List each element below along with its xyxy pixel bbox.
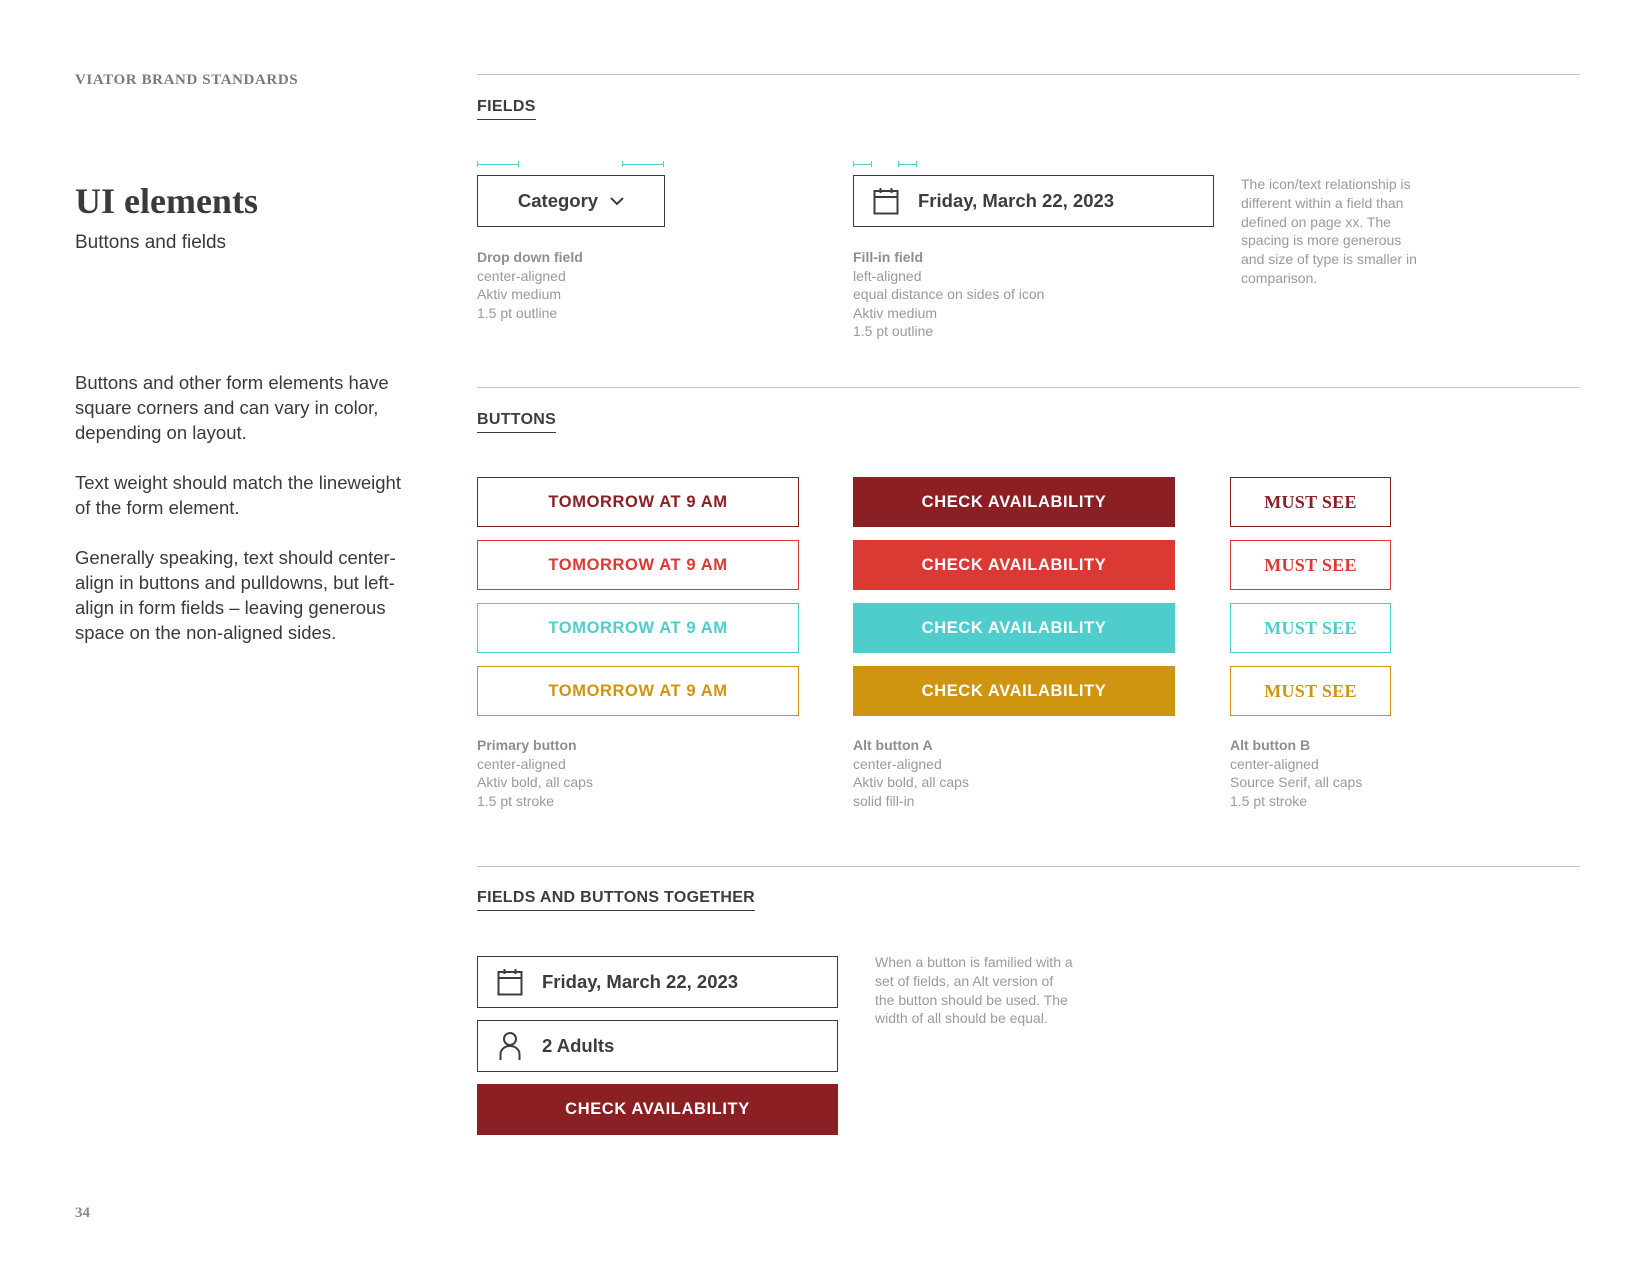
fill-in-caption: Fill-in field left-aligned equal distance on sides of icon Aktiv medium 1.5 pt outline: [853, 249, 1045, 340]
intro-paragraph-1: Buttons and other form elements have square corners and can vary in color, depending on layout.: [75, 372, 389, 443]
alt-a-button-caption: Alt button A center-aligned Aktiv bold, all caps solid fill-in: [853, 737, 969, 809]
chevron-down-icon: [610, 197, 624, 206]
date-fill-in-field[interactable]: [853, 175, 1214, 227]
calendar-icon: [497, 968, 523, 996]
person-icon: [499, 1031, 521, 1061]
alt-a-button-dark-red[interactable]: CHECK AVAILABILITY: [853, 477, 1175, 527]
buttons-heading: BUTTONS: [477, 411, 556, 433]
alt-a-button-red[interactable]: CHECK AVAILABILITY: [853, 540, 1175, 590]
page-subtitle: Buttons and fields: [75, 232, 227, 253]
dropdown-label: Category: [517, 190, 599, 211]
dropdown-caption: Drop down field center-aligned Aktiv medium 1.5 pt outline: [477, 249, 583, 321]
together-date-field[interactable]: [477, 956, 838, 1008]
spacing-marker: [477, 164, 519, 165]
intro-paragraph-2: Text weight should match the lineweight of the form element.: [75, 472, 401, 518]
primary-button-teal[interactable]: TOMORROW AT 9 AM: [477, 603, 799, 653]
alt-b-button-caption: Alt button B center-aligned Source Serif, all caps 1.5 pt stroke: [1230, 737, 1363, 809]
together-heading: FIELDS AND BUTTONS TOGETHER: [477, 889, 755, 911]
page-title: UI elements: [75, 181, 258, 221]
spacing-marker: [622, 164, 664, 165]
intro-paragraph-3: Generally speaking, text should center-align in buttons and pulldowns, but left-align in form fields – leaving generous space on the non-aligned sides.: [75, 547, 396, 643]
primary-button-dark-red[interactable]: TOMORROW AT 9 AM: [477, 477, 799, 527]
category-dropdown[interactable]: [477, 175, 665, 227]
alt-b-button-red[interactable]: MUST SEE: [1230, 540, 1391, 590]
spacing-marker: [898, 164, 917, 165]
together-check-availability-button[interactable]: CHECK AVAILABILITY: [477, 1084, 838, 1135]
calendar-icon: [873, 187, 899, 215]
section-divider-together: [477, 866, 1580, 867]
primary-button-red[interactable]: TOMORROW AT 9 AM: [477, 540, 799, 590]
spacing-marker: [853, 164, 872, 165]
alt-a-button-gold[interactable]: CHECK AVAILABILITY: [853, 666, 1175, 716]
alt-a-button-teal[interactable]: CHECK AVAILABILITY: [853, 603, 1175, 653]
fields-heading: FIELDS: [477, 98, 536, 120]
together-guests-field[interactable]: [477, 1020, 838, 1072]
primary-button-caption: Primary button center-aligned Aktiv bold, all caps 1.5 pt stroke: [477, 737, 593, 809]
fields-note: The icon/text relationship is different within a field than defined on page xx. The spacing is more generous and size of type is smaller in comparison.: [1241, 176, 1417, 286]
brand-header: VIATOR BRAND STANDARDS: [75, 72, 299, 88]
section-divider-top: [477, 74, 1580, 75]
alt-b-button-dark-red[interactable]: MUST SEE: [1230, 477, 1391, 527]
date-value: Friday, March 22, 2023: [918, 190, 1115, 211]
alt-b-button-gold[interactable]: MUST SEE: [1230, 666, 1391, 716]
together-note: When a button is familied with a set of fields, an Alt version of the button should be used. The width of all should be equal.: [875, 954, 1073, 1027]
section-divider-buttons: [477, 387, 1580, 388]
primary-button-gold[interactable]: TOMORROW AT 9 AM: [477, 666, 799, 716]
together-date-value: Friday, March 22, 2023: [542, 971, 739, 992]
alt-b-button-teal[interactable]: MUST SEE: [1230, 603, 1391, 653]
page-number: 34: [75, 1205, 90, 1221]
together-guests-value: 2 Adults: [542, 1035, 615, 1056]
